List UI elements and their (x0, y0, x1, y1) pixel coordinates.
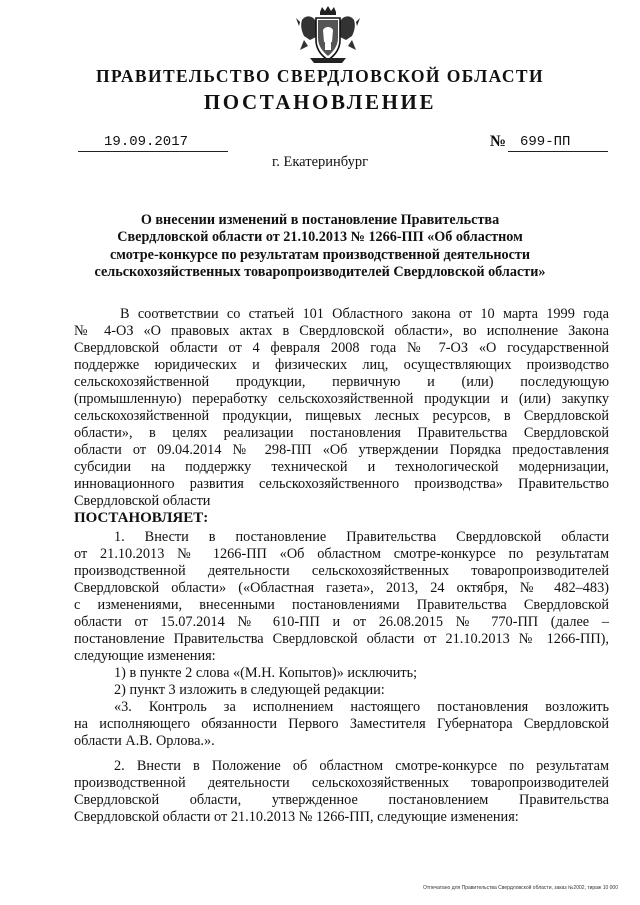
body-line: субсидии на поддержку технической и технологической модернизации, (74, 459, 609, 475)
document-number: 699-ПП (508, 135, 608, 152)
body-line: «3. Контроль за исполнением настоящего постановления возложить (114, 699, 609, 715)
body-line: Свердловской области (74, 493, 211, 509)
body-line: сельскохозяйственной продукции, пищевых лесных ресурсов, в Свердловской (74, 408, 609, 424)
decree-word: ПОСТАНОВЛЯЕТ: (74, 510, 209, 526)
body-line: области от 15.07.2014 № 610-ПП и от 26.08.2015 № 770-ПП (далее – (74, 614, 609, 630)
coat-of-arms-emblem (296, 6, 360, 64)
heading-line: смотре-конкурсе по результатам производственной деятельности (109, 246, 531, 263)
body-line: сельскохозяйственной продукции, первичную и (или) последующую (74, 374, 609, 390)
body-line: постановление Правительства Свердловской области от 21.10.2013 № 1266-ПП), (74, 631, 609, 647)
body-line: от 21.10.2013 № 1266-ПП «Об областном смотре-конкурсе по результатам (74, 546, 609, 562)
body-line: Свердловской области, утвержденное постановлением Правительства (74, 792, 609, 808)
heading-line: О внесении изменений в постановление Правительства (140, 212, 500, 228)
document-heading (90, 212, 550, 282)
body-line: области», в целях реализации постановления Правительства Свердловской (74, 425, 609, 441)
body-line: производственной деятельности сельскохозяйственных товаропроизводителей (74, 775, 609, 791)
body-line: на исполняющего обязанности Первого Заместителя Губернатора Свердловской (74, 716, 609, 732)
body-line: (промышленную) переработку сельскохозяйственной продукции и (или) закупку (74, 391, 609, 407)
body-line: В соответствии со статьей 101 Областного закона от 10 марта 1999 года (120, 306, 609, 322)
body-line: поддержке юридических и физических лиц, осуществляющих производство (74, 357, 609, 373)
print-footer: Отпечатано для Правительства Свердловской области, заказ №2002, тираж 10 000 (422, 885, 618, 891)
body-line: производственной деятельности сельскохозяйственных товаропроизводителей (74, 563, 609, 579)
document-type-title: ПОСТАНОВЛЕНИЕ (203, 90, 437, 114)
body-line: 2) пункт 3 изложить в следующей редакции: (114, 682, 385, 698)
body-line: Свердловской области от 4 февраля 2008 года № 7-ОЗ «О государственной (74, 340, 609, 356)
body-line: области от 09.04.2014 № 298-ПП «Об утверждении Порядка предоставления (74, 442, 609, 458)
body-line: следующие изменения: (74, 648, 216, 664)
body-line: 1) в пункте 2 слова «(М.Н. Копытов)» исключить; (114, 665, 418, 681)
number-sign: № (490, 133, 507, 150)
document-date: 19.09.2017 (78, 135, 228, 152)
body-line: 2. Внести в Положение об областном смотре-конкурсе по результатам (114, 758, 609, 774)
body-line: с изменениями, внесенными постановлениями Правительства Свердловской (74, 597, 609, 613)
heading-line: Свердловской области от 21.10.2013 № 1266-ПП «Об областном (117, 229, 523, 246)
body-line: 1. Внести в постановление Правительства Свердловской области (114, 529, 609, 545)
body-line: области А.В. Орлова.». (74, 733, 215, 749)
organization-title: ПРАВИТЕЛЬСТВО СВЕРДЛОВСКОЙ ОБЛАСТИ (96, 66, 544, 86)
body-line: Свердловской области» («Областная газета», 2013, 24 октября, № 482–483) (74, 580, 609, 596)
city: г. Екатеринбург (271, 154, 369, 170)
body-line: № 4-ОЗ «О правовых актах в Свердловской области», во исполнение Закона (74, 323, 609, 339)
body-line: инновационного развития сельскохозяйственного производства» Правительство (74, 476, 609, 492)
heading-line: сельскохозяйственных товаропроизводителей Свердловской области» (94, 264, 546, 281)
body-line: Свердловской области от 21.10.2013 № 1266-ПП, следующие изменения: (74, 809, 519, 825)
